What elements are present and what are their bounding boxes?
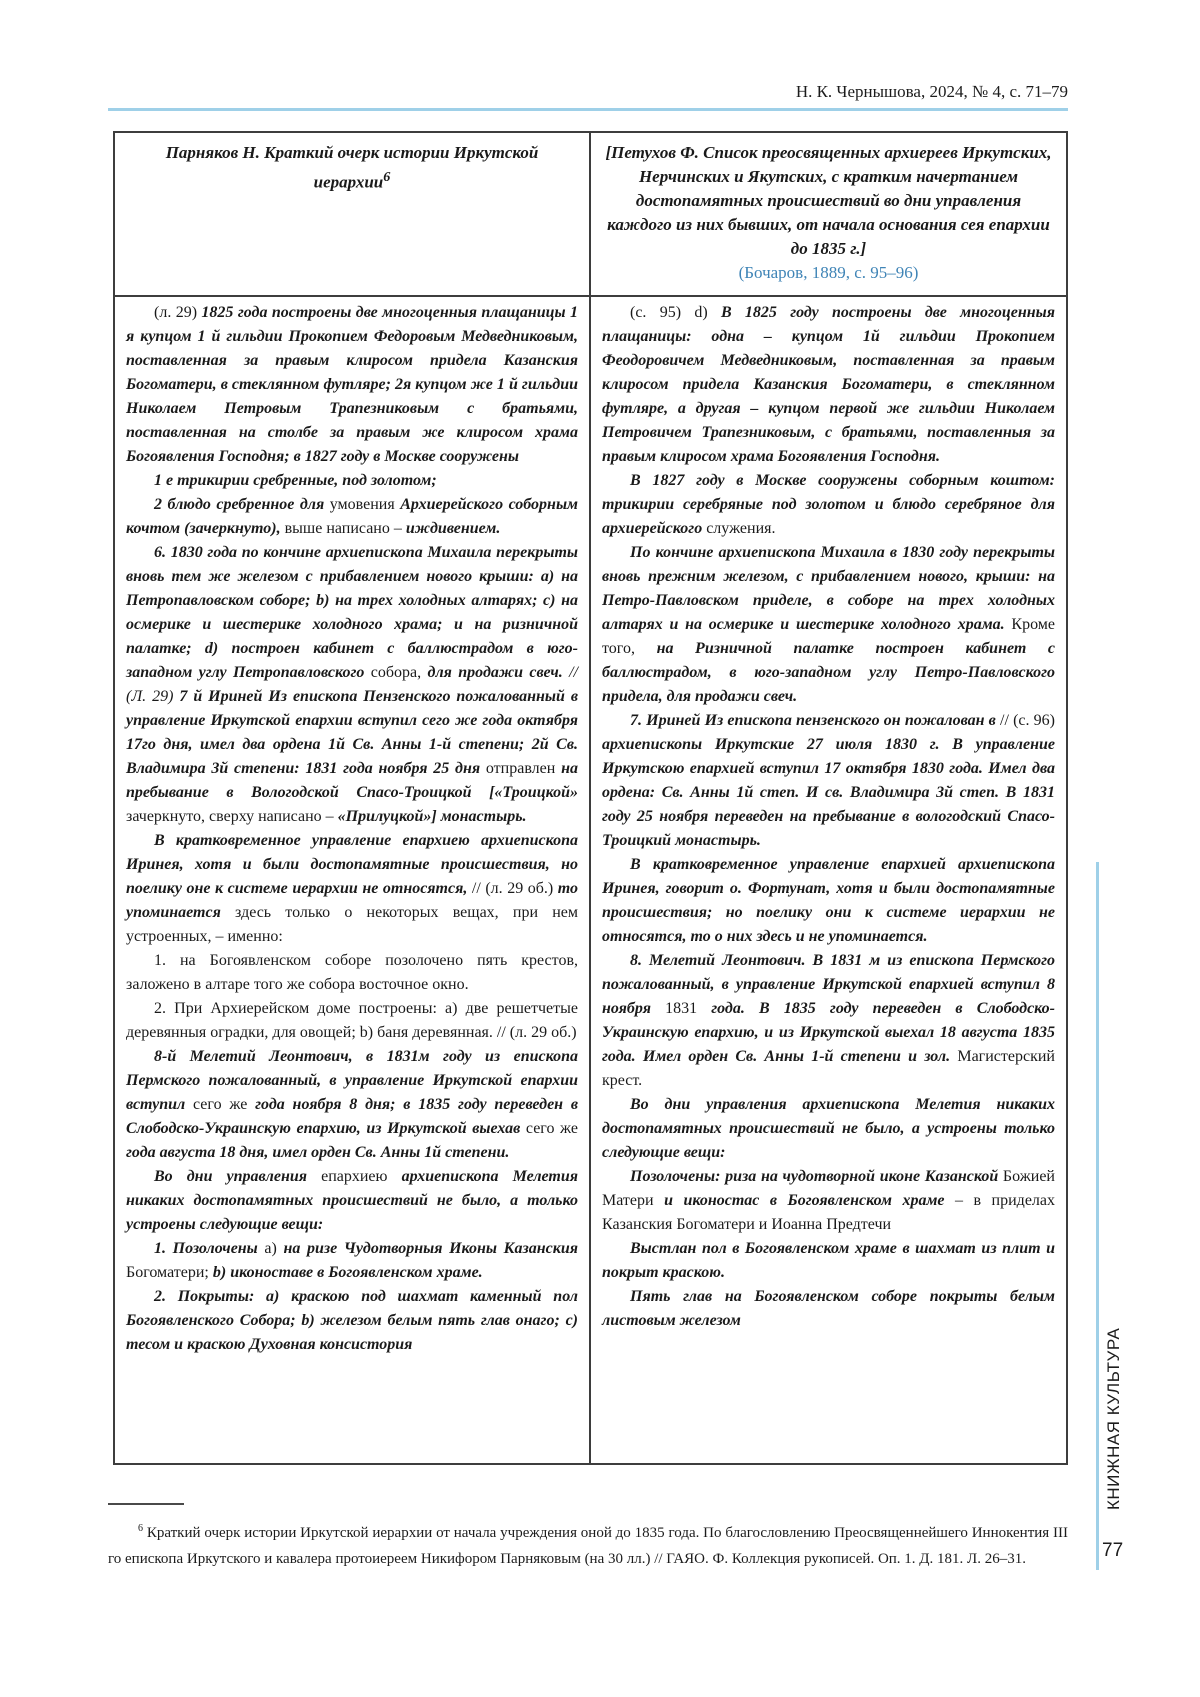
header-rule xyxy=(108,108,1068,111)
text-run: архиепископа Мелетия никаких достопамятных происшествий не было, а только устроены следующие вещи: xyxy=(126,1168,579,1233)
paragraph xyxy=(602,541,1055,709)
text-run: 1. Позолочены xyxy=(154,1240,265,1257)
text-run: Архиерейского соборным кочтом (зачеркнуто), xyxy=(126,496,578,537)
paragraph xyxy=(126,1045,578,1165)
paragraph xyxy=(602,1093,1055,1165)
section-label: КНИЖНАЯ КУЛЬТУРА xyxy=(1104,1327,1123,1510)
citation-link[interactable]: (Бочаров, 1889, с. 95–96) xyxy=(738,263,919,282)
paragraph xyxy=(126,1285,578,1357)
text-run: года ноября 8 дня; в 1835 году переведен в Слободско-Украинскую епархию, из Иркутской выехав xyxy=(126,1096,578,1137)
text-run: на пребывание в Вологодской Спасо-Троицкой [«Троицкой» xyxy=(126,760,578,801)
text-run: на Ризничной палатке построен кабинет с баллюстрадом, в юго-западном углу Петро-Павловского придела, для продажи свеч. xyxy=(602,640,1055,705)
text-run: отправлен xyxy=(485,760,562,777)
text-run: года. В 1835 году переведен в Слободско-Украинскую епархию, и из Иркутской выехал 18 августа 1835 года. Имел орден Св. Анны 1-й степени и зол. xyxy=(602,1000,1056,1065)
paragraph xyxy=(126,469,578,493)
footnote xyxy=(108,1516,1068,1572)
text-run: Пять глав на Богоявленском соборе покрыты белым листовым железом xyxy=(602,1288,1055,1329)
sidebar-rule xyxy=(1096,862,1099,1570)
right-source-title xyxy=(589,133,1066,295)
text-run: b) иконоставе в Богоявленском храме. xyxy=(212,1264,483,1281)
text-run: 8. Мелетий Леонтович. В 1831 м из епископа Пермского пожалованный, в управление Иркутской епархией вступил 8 ноября xyxy=(602,952,1055,1017)
text-run: 2. Покрыты: а) краскою под шахмат каменный пол Богоявленского Собора; b) железом белым пять глав онаго; c) тесом и краскою Духовная консистория xyxy=(126,1288,578,1353)
text-run: 2 блюдо сребренное для xyxy=(154,496,330,513)
paragraph xyxy=(602,709,1055,853)
footnote-ref: 6 xyxy=(138,1523,143,1534)
right-source-title-text: [Петухов Ф. Список преосвященных архиереев Иркутских, Нерчинских и Якутских, с кратким начертанием достопамятных происшествий во дни управления каждого из них бывших, от начала основания сея епархии до 1835 г.] xyxy=(605,143,1052,258)
text-run: В 1825 году построены две многоценныя плащаницы: одна – купцом 1й гильдии Прокопием Феодоровичем Медведниковым, поставленная за правым клиросом придела Казанския Богоматери, в стеклянном футляре, а другая – купцом первой же гильдии Николаем Петровичем Трапезниковым, с братьями, поставленныя за правым клиросом храма Богоявления Господня. xyxy=(602,304,1056,465)
left-column-text xyxy=(115,297,589,1463)
paragraph xyxy=(126,949,578,997)
text-run: // (Л. 29) xyxy=(126,664,578,705)
page-number: 77 xyxy=(1102,1540,1124,1561)
table-body-row xyxy=(115,297,1066,1463)
paragraph xyxy=(602,853,1055,949)
paragraph xyxy=(602,469,1055,541)
text-run: В 1827 году в Москве сооружены соборным коштом: трикирии серебряные под золотом и блюдо серебряное для архиерейского xyxy=(602,472,1055,537)
paragraph xyxy=(126,493,578,541)
text-run: умовения xyxy=(329,496,401,513)
text-run: Во дни управления xyxy=(154,1168,322,1185)
right-column-text xyxy=(589,297,1066,1463)
text-run: сего же xyxy=(525,1120,578,1137)
left-source-title-text: Парняков Н. Краткий очерк истории Иркутской иерархии xyxy=(165,143,539,192)
text-run: (с. 95) d) xyxy=(630,304,721,321)
text-run: 1831 xyxy=(665,1000,712,1017)
running-head: Н. К. Чернышова, 2024, № 4, с. 71–79 xyxy=(795,82,1068,101)
paragraph xyxy=(602,1165,1055,1237)
text-run: Богоматери; xyxy=(126,1264,213,1281)
text-run: – в приделах Казанския Богоматери и Иоанна Предтечи xyxy=(602,1192,1055,1233)
footnote-separator xyxy=(108,1503,184,1505)
left-source-title xyxy=(115,133,589,295)
paragraph xyxy=(126,541,578,829)
text-run: здесь только о некоторых вещах, при нем устроенных, – именно: xyxy=(126,904,579,945)
text-run: служения. xyxy=(706,520,776,537)
text-run: года августа 18 дня, имел орден Св. Анны 1й степени. xyxy=(126,1144,510,1161)
text-run: на ризе Чудотворныя Иконы Казанския xyxy=(283,1240,578,1257)
text-run: сего же xyxy=(193,1096,256,1113)
paragraph xyxy=(126,997,578,1045)
paragraph xyxy=(602,1237,1055,1285)
footnote-text: Краткий очерк истории Иркутской иерархии от начала учреждения оной до 1835 года. По благословлению Преосвященнейшего Иннокентия III го епископа Иркутского и кавалера протоиереем Никифором Парняковым (на 30 лл.) // ГАЯО. Ф. Коллекция рукописей. Оп. 1. Д. 181. Л. 26–31. xyxy=(108,1525,1068,1567)
text-run: и иконостас в Богоявленском храме xyxy=(664,1192,955,1209)
text-run: По кончине архиепископа Михаила в 1830 году перекрыты вновь прежним железом, с прибавлением нового, крыши: на Петро-Павловском приделе, в соборе на трех холодных алтарях и на осмерике и шестерике холодного храма. xyxy=(602,544,1055,633)
text-run: Магистерский крест. xyxy=(602,1048,1055,1089)
text-run: 7. Ириней Из епископа пензенского он пожалован в xyxy=(630,712,1000,729)
text-run: (л. 29) xyxy=(154,304,202,321)
text-run: // (л. 29 об.) xyxy=(471,880,558,897)
text-run: 8-й Мелетий Леонтович, в 1831м году из епископа Пермского пожалованный, в управление Иркутской епархии вступил xyxy=(126,1048,578,1113)
paragraph xyxy=(126,829,578,949)
paragraph xyxy=(126,301,578,469)
text-run: епархиею xyxy=(321,1168,402,1185)
text-run: Выстлан пол в Богоявленском храме в шахмат из плит и покрыт краскою. xyxy=(602,1240,1055,1281)
text-run: а) xyxy=(264,1240,284,1257)
text-run: Божией Матери xyxy=(602,1168,1055,1209)
text-run: архиепископы Иркутские 27 июля 1830 г. В управление Иркутскою епархией вступил 17 октября 1830 года. Имел два ордена: Св. Анны 1й степ. И св. Владимира 3й степ. В 1831 году 25 ноября переведен на пребывание в вологодский Спасо-Троицкий монастырь. xyxy=(602,736,1055,849)
comparison-table xyxy=(113,131,1068,1465)
text-run: // (с. 96) xyxy=(1000,712,1055,729)
paragraph xyxy=(126,1237,578,1285)
paragraph xyxy=(602,1285,1055,1333)
paragraph xyxy=(126,1165,578,1237)
paragraph xyxy=(602,301,1055,469)
text-run: Во дни управления архиепископа Мелетия никаких достопамятных происшествий не было, а устроены только следующие вещи: xyxy=(602,1096,1055,1161)
paragraph xyxy=(602,949,1055,1093)
text-run: 6. 1830 года по кончине архиепископа Михаила перекрыты вновь тем же железом с прибавлением нового крыши: а) на Петропавловском соборе; b) на трех холодных алтарях; c) на осмерике и шестерике холодного храма; и на ризничной палатке; d) построен кабинет с баллюстрадом в юго-западном углу Петропавловского xyxy=(126,544,578,681)
text-run: В кратковременное управление епархиею архиепископа Иринея, хотя и были достопамятные происшествия, но поелику оне к системе иерархии не относятся, xyxy=(126,832,578,897)
text-run: В кратковременное управление епархией архиепископа Иринея, говорит о. Фортунат, хотя и были достопамятные происшествия; но поелику они к системе иерархии не относятся, то о них здесь и не упоминается. xyxy=(602,856,1055,945)
text-run: 2. При Архиерейском доме построены: а) две решетчетые деревянныя оградки, для овощей; b) баня деревянная. // (л. 29 об.) xyxy=(126,1000,578,1041)
text-run: иждивением. xyxy=(405,520,501,537)
text-run: 1 е трикирии сребренные, под золотом; xyxy=(154,472,437,489)
text-run: зачеркнуто, сверху написано – xyxy=(126,808,338,825)
text-run: Кроме того, xyxy=(602,616,1055,657)
text-run: 7 й Ириней Из епископа Пензенского пожалованный в управление Иркутской епархии вступил сего же года октября 17го дня, имел два ордена 1й Св. Анны 1-й степени; 2й Св. Владимира 3й степени: 1831 года ноября 25 дня xyxy=(126,688,578,777)
text-run: для продажи свеч. xyxy=(427,664,570,681)
text-run: то упоминается xyxy=(126,880,578,921)
footnote-ref-marker: 6 xyxy=(383,169,391,185)
text-run: 1825 года построены две многоценныя плащаницы 1 я купцом 1 й гильдии Прокопием Федоровым Медведниковым, поставленная за правым клиросом придела Казанския Богоматери, в стеклянном футляре; 2я купцом же 1 й гильдии Николаем Петровым Трапезниковым с братьями, поставленная на столбе за правым же клиросом храма Богоявления Господня; в 1827 году в Москве сооружены xyxy=(126,304,578,465)
table-header-row xyxy=(115,133,1066,297)
text-run: 1. на Богоявленском соборе позолочено пять крестов, заложено в алтаре того же собора восточное окно. xyxy=(126,952,578,993)
text-run: Позолочены: риза на чудотворной иконе Казанской xyxy=(630,1168,1003,1185)
text-run: выше написано – xyxy=(284,520,406,537)
text-run: собора, xyxy=(370,664,428,681)
text-run: «Прилуцкой»] монастырь. xyxy=(337,808,527,825)
